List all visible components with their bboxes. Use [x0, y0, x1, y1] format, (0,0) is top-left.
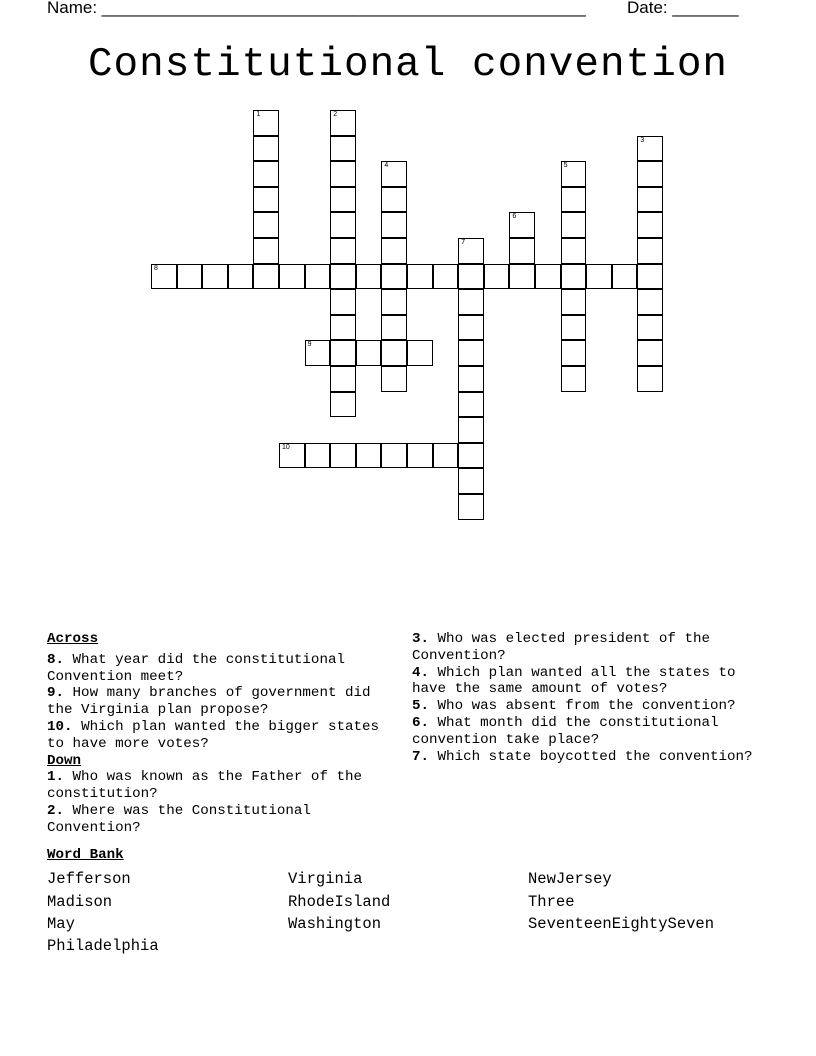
clue-number: 10.	[47, 718, 73, 735]
grid-cell[interactable]	[330, 212, 356, 238]
across-clue	[47, 685, 397, 719]
across-clue	[47, 652, 397, 686]
grid-cell[interactable]	[458, 238, 484, 264]
clue-number: 2.	[47, 802, 65, 819]
cell-number: 3	[640, 136, 645, 144]
grid-cell[interactable]	[330, 340, 356, 366]
grid-cell[interactable]	[561, 340, 587, 366]
grid-cell[interactable]	[330, 289, 356, 315]
grid-cell[interactable]	[637, 340, 663, 366]
clue-text: Which state boycotted the convention?	[437, 748, 753, 765]
grid-cell[interactable]	[458, 264, 484, 290]
grid-cell[interactable]	[458, 315, 484, 341]
grid-cell[interactable]	[253, 161, 279, 187]
down-clue	[412, 698, 757, 715]
grid-cell[interactable]	[330, 238, 356, 264]
grid-cell[interactable]	[305, 443, 331, 469]
grid-cell[interactable]	[151, 264, 177, 290]
grid-cell[interactable]	[381, 340, 407, 366]
grid-cell[interactable]	[458, 417, 484, 443]
word-bank-item: Jefferson	[47, 870, 131, 888]
word-bank-item: SeventeenEightySeven	[528, 915, 715, 933]
clue-number: 9.	[47, 685, 65, 702]
clue-text: Who was elected president of the Convention?	[412, 631, 710, 664]
cell-number: 1	[256, 111, 261, 118]
grid-cell[interactable]	[433, 443, 459, 469]
grid-cell[interactable]	[279, 443, 305, 469]
grid-cell[interactable]	[637, 238, 663, 264]
grid-cell[interactable]	[561, 161, 587, 187]
grid-cell[interactable]	[381, 289, 407, 315]
word-bank-item: Philadelphia	[47, 937, 159, 955]
grid-cell[interactable]	[381, 212, 407, 238]
grid-cell[interactable]	[458, 443, 484, 469]
clue-text: Who was known as the Father of the constitution?	[47, 769, 363, 803]
grid-cell[interactable]	[458, 468, 484, 494]
grid-cell[interactable]	[279, 264, 305, 290]
clue-number: 5.	[412, 698, 430, 715]
cell-number: 5	[563, 162, 568, 170]
grid-cell[interactable]	[356, 443, 382, 469]
grid-cell[interactable]	[253, 238, 279, 264]
grid-cell[interactable]	[356, 340, 382, 366]
cell-number: 2	[333, 111, 338, 118]
clue-number: 4.	[412, 664, 430, 681]
grid-cell[interactable]	[330, 161, 356, 187]
clue-text: Who was absent from the convention?	[437, 698, 736, 715]
date-field[interactable]	[627, 0, 739, 18]
grid-cell[interactable]	[509, 212, 535, 238]
grid-cell[interactable]	[535, 264, 561, 290]
grid-cell[interactable]	[561, 366, 587, 392]
name-field[interactable]	[47, 0, 585, 18]
grid-cell[interactable]	[561, 264, 587, 290]
down-clue	[412, 749, 757, 766]
page-title: Constitutional convention	[87, 42, 729, 88]
grid-cell[interactable]	[458, 366, 484, 392]
grid-cell[interactable]	[253, 110, 279, 136]
clue-text: What month did the constitutional convention take place?	[412, 714, 719, 748]
grid-cell[interactable]	[561, 315, 587, 341]
cell-number: 6	[512, 213, 517, 221]
grid-cell[interactable]	[330, 187, 356, 213]
clue-number: 8.	[47, 651, 65, 668]
grid-cell[interactable]	[253, 264, 279, 290]
grid-cell[interactable]	[458, 289, 484, 315]
grid-cell[interactable]	[637, 212, 663, 238]
grid-cell[interactable]	[228, 264, 254, 290]
grid-cell[interactable]	[381, 264, 407, 290]
grid-cell[interactable]	[637, 264, 663, 290]
cell-number: 10	[282, 443, 290, 451]
grid-cell[interactable]	[305, 340, 331, 366]
word-bank-item: NewJersey	[528, 870, 612, 888]
word-bank-item: Three	[528, 893, 575, 911]
clue-text: Which plan wanted the bigger states to have more votes?	[47, 718, 380, 752]
across-heading: Across	[47, 631, 99, 647]
down-clue	[412, 631, 757, 665]
grid-cell[interactable]	[509, 264, 535, 290]
grid-cell[interactable]	[509, 238, 535, 264]
clue-number: 1.	[47, 769, 65, 786]
down-heading: Down	[47, 752, 82, 769]
grid-cell[interactable]	[458, 494, 484, 520]
word-bank-heading: Word Bank	[47, 847, 124, 863]
date-label: Date:	[627, 0, 673, 17]
cell-number: 4	[384, 162, 389, 170]
grid-cell[interactable]	[407, 264, 433, 290]
cell-number: 8	[154, 264, 158, 272]
clues-right	[412, 631, 757, 765]
clue-number: 3.	[412, 631, 430, 647]
grid-cell[interactable]	[381, 238, 407, 264]
clue-number: 6.	[412, 714, 430, 731]
down-clue	[412, 665, 757, 699]
clue-text: How many branches of government did the Virginia plan propose?	[47, 685, 371, 719]
grid-cell[interactable]	[637, 161, 663, 187]
grid-cell[interactable]	[561, 187, 587, 213]
down-clue	[47, 769, 397, 803]
grid-cell[interactable]	[381, 187, 407, 213]
clue-number: 7.	[412, 748, 430, 765]
grid-cell[interactable]	[637, 366, 663, 392]
grid-cell[interactable]	[381, 443, 407, 469]
name-label: Name:	[47, 0, 102, 17]
grid-cell[interactable]	[330, 443, 356, 469]
grid-cell[interactable]	[637, 315, 663, 341]
word-bank-item: Virginia	[288, 870, 363, 888]
across-clue	[47, 719, 397, 753]
word-bank-item: Washington	[288, 915, 382, 933]
grid-cell[interactable]	[305, 264, 331, 290]
name-line[interactable]: ______________________________________________________	[101, 0, 586, 17]
grid-cell[interactable]	[458, 340, 484, 366]
date-line[interactable]: _______	[672, 0, 739, 17]
grid-cell[interactable]	[330, 136, 356, 162]
grid-cell[interactable]	[561, 238, 587, 264]
grid-cell[interactable]	[637, 289, 663, 315]
grid-cell[interactable]	[637, 136, 663, 162]
clue-text: Where was the Constitutional Convention?	[47, 802, 311, 836]
clue-text: Which plan wanted all the states to have the same amount of votes?	[412, 664, 736, 698]
grid-cell[interactable]	[356, 264, 382, 290]
grid-cell[interactable]	[407, 340, 433, 366]
grid-cell[interactable]	[253, 136, 279, 162]
grid-cell[interactable]	[330, 392, 356, 418]
grid-cell[interactable]	[586, 264, 612, 290]
clues-left	[47, 631, 397, 837]
word-bank-item: Madison	[47, 893, 113, 911]
grid-cell[interactable]	[202, 264, 228, 290]
grid-cell[interactable]	[637, 187, 663, 213]
grid-cell[interactable]	[381, 161, 407, 187]
grid-cell[interactable]	[407, 443, 433, 469]
grid-cell[interactable]	[253, 212, 279, 238]
grid-cell[interactable]	[330, 315, 356, 341]
down-clue	[412, 715, 757, 749]
grid-cell[interactable]	[484, 264, 510, 290]
cell-number: 7	[461, 239, 466, 246]
down-clue	[47, 803, 397, 837]
grid-cell[interactable]	[561, 289, 587, 315]
word-bank-item: May	[47, 915, 75, 933]
grid-cell[interactable]	[612, 264, 638, 290]
word-bank-item: RhodeIsland	[288, 893, 391, 911]
clue-text: What year did the constitutional Convention meet?	[47, 651, 345, 685]
grid-cell[interactable]	[330, 366, 356, 392]
grid-cell[interactable]	[253, 187, 279, 213]
grid-cell[interactable]	[177, 264, 203, 290]
cell-number: 9	[307, 341, 312, 349]
grid-cell[interactable]	[433, 264, 459, 290]
grid-cell[interactable]	[330, 264, 356, 290]
grid-cell[interactable]	[381, 315, 407, 341]
grid-cell[interactable]	[561, 212, 587, 238]
grid-cell[interactable]	[381, 366, 407, 392]
grid-cell[interactable]	[330, 110, 356, 136]
grid-cell[interactable]	[458, 392, 484, 418]
word-bank-heading-wrap	[47, 847, 124, 864]
